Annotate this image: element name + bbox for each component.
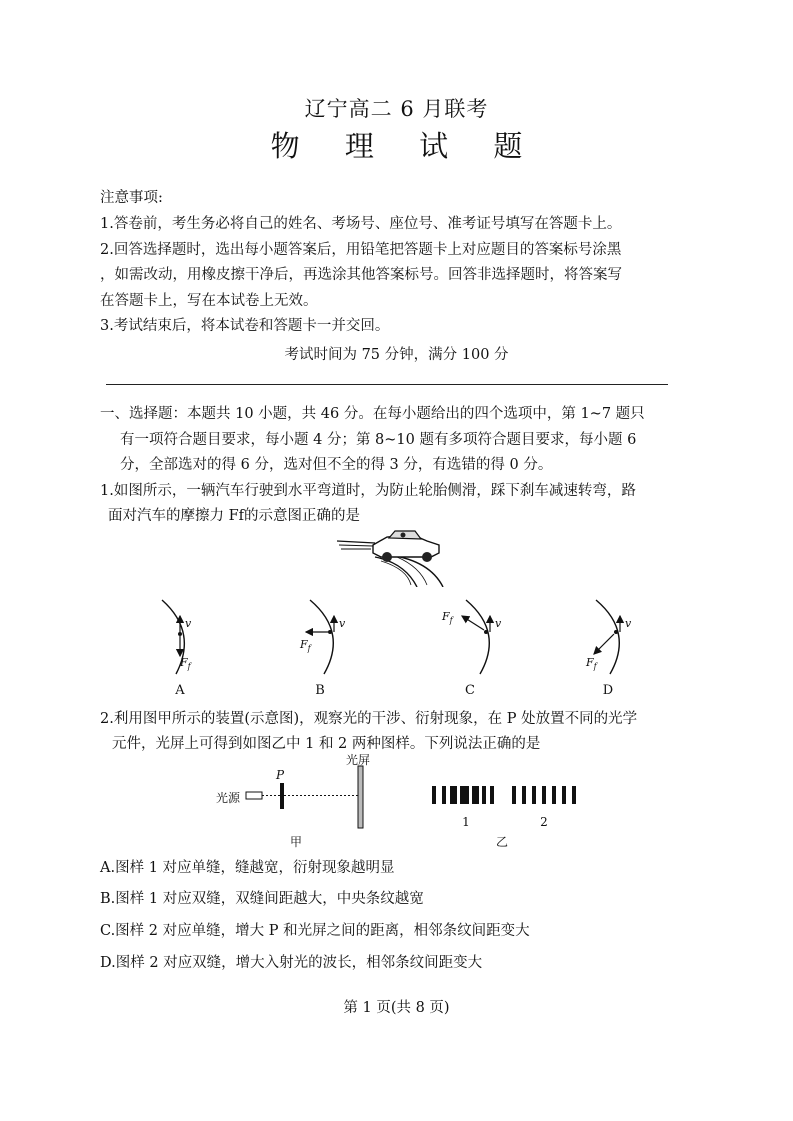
notes-item-3: 3.考试结束后，将本试卷和答题卡一并交回。 bbox=[100, 318, 390, 334]
page-number: 第 1 页(共 8 页) bbox=[343, 1000, 450, 1016]
velocity-label: v bbox=[185, 617, 192, 630]
option-a-diagram bbox=[162, 600, 193, 698]
fringe-bar bbox=[490, 786, 494, 804]
svg-text:Ff: $F_f$ bbox=[442, 610, 453, 625]
svg-text:Ff bbox=[179, 656, 193, 671]
fringe-bar bbox=[542, 786, 546, 804]
fringe-bar bbox=[460, 786, 469, 804]
pattern-2 bbox=[512, 786, 576, 804]
option-c-diagram bbox=[441, 600, 502, 698]
exam-header: 辽宁高二 6 月联考 bbox=[304, 97, 489, 121]
light-source-label: 光源 bbox=[216, 791, 241, 805]
section-heading-line3: 分，全部选对的得 6 分，选对但不全的得 3 分，有选错的得 0 分。 bbox=[120, 457, 553, 473]
fringe-bar bbox=[572, 786, 576, 804]
p-label: P bbox=[276, 768, 285, 782]
q2-stem-line1: 2.利用图甲所示的装置(示意图)，观察光的干涉、衍射现象，在 P 处放置不同的光学 bbox=[100, 711, 638, 727]
fringe-bar bbox=[552, 786, 556, 804]
fringe-bar bbox=[532, 786, 536, 804]
fringe-bar bbox=[482, 786, 486, 804]
q1-options-diagram bbox=[100, 592, 680, 702]
fig-jia-label: 甲 bbox=[290, 835, 303, 849]
fig-yi-label: 乙 bbox=[495, 835, 509, 849]
option-b-label: B bbox=[315, 683, 325, 698]
pattern-2-label: 2 bbox=[540, 815, 548, 829]
notes-item-2-line3: 在答题卡上，写在本试卷上无效。 bbox=[100, 293, 318, 309]
fringe-bar bbox=[472, 786, 479, 804]
notes-item-1: 1.答卷前，考生务必将自己的姓名、考场号、座位号、准考证号填写在答题卡上。 bbox=[100, 216, 622, 232]
q2-option-b: B.图样 1 对应双缝，双缝间距越大，中央条纹越宽 bbox=[100, 891, 424, 907]
q2-option-c: C.图样 2 对应单缝，增大 P 和光屏之间的距离，相邻条纹间距变大 bbox=[100, 923, 530, 939]
pattern-1-label: 1 bbox=[462, 815, 470, 829]
section-heading-line1: 一、选择题：本题共 10 小题，共 46 分。在每小题给出的四个选项中，第 1~7 题只 bbox=[100, 406, 645, 422]
apparatus-diagram bbox=[210, 752, 380, 852]
q1-stem-line2: 面对汽车的摩擦力 Ff的示意图正确的是 bbox=[108, 508, 361, 524]
notes-item-2-line2: ，如需改动，用橡皮擦干净后，再选涂其他答案标号。回答非选择题时，将答案写 bbox=[100, 267, 622, 283]
svg-text:Ff: $F_f$ bbox=[300, 638, 311, 653]
svg-text:v: v bbox=[495, 617, 502, 630]
svg-text:v: v bbox=[625, 617, 632, 630]
fringe-patterns bbox=[428, 782, 588, 852]
svg-text:v: v bbox=[339, 617, 346, 630]
notes-heading: 注意事项: bbox=[100, 190, 163, 206]
fringe-bar bbox=[522, 786, 526, 804]
notes-item-2-line1: 2.回答选择题时，选出每小题答案后，用铅笔把答题卡上对应题目的答案标号涂黑 bbox=[100, 242, 622, 258]
fringe-bar bbox=[450, 786, 457, 804]
fringe-bar bbox=[442, 786, 446, 804]
force-label: F bbox=[180, 656, 188, 669]
option-d-label: D bbox=[602, 683, 614, 698]
fringe-bar bbox=[512, 786, 516, 804]
fringe-bar bbox=[432, 786, 436, 804]
q2-option-d: D.图样 2 对应双缝，增大入射光的波长，相邻条纹间距变大 bbox=[100, 955, 483, 971]
section-heading-line2: 有一项符合题目要求，每小题 4 分；第 8~10 题有多项符合题目要求，每小题 6 bbox=[120, 432, 637, 448]
option-b-diagram bbox=[299, 600, 346, 698]
page-title: 物 理 试 题 bbox=[270, 129, 541, 163]
option-a-label: A bbox=[175, 683, 185, 698]
option-d-diagram bbox=[585, 600, 632, 698]
force-subscript: f bbox=[187, 662, 191, 671]
option-c-label: C bbox=[465, 683, 475, 698]
svg-text:Ff: $F_f$ bbox=[586, 656, 597, 671]
q2-stem-line2: 元件，光屏上可得到如图乙中 1 和 2 两种图样。下列说法正确的是 bbox=[112, 736, 541, 752]
divider bbox=[106, 384, 668, 385]
q2-option-a: A.图样 1 对应单缝，缝越宽，衍射现象越明显 bbox=[100, 860, 395, 876]
car-on-curve-illustration bbox=[335, 527, 465, 587]
fringe-bar bbox=[562, 786, 566, 804]
screen-label: 光屏 bbox=[346, 753, 371, 767]
q1-stem-line1: 1.如图所示，一辆汽车行驶到水平弯道时，为防止轮胎侧滑，踩下刹车减速转弯，路 bbox=[100, 483, 636, 499]
exam-info: 考试时间为 75 分钟，满分 100 分 bbox=[284, 347, 509, 363]
pattern-1 bbox=[432, 786, 494, 804]
